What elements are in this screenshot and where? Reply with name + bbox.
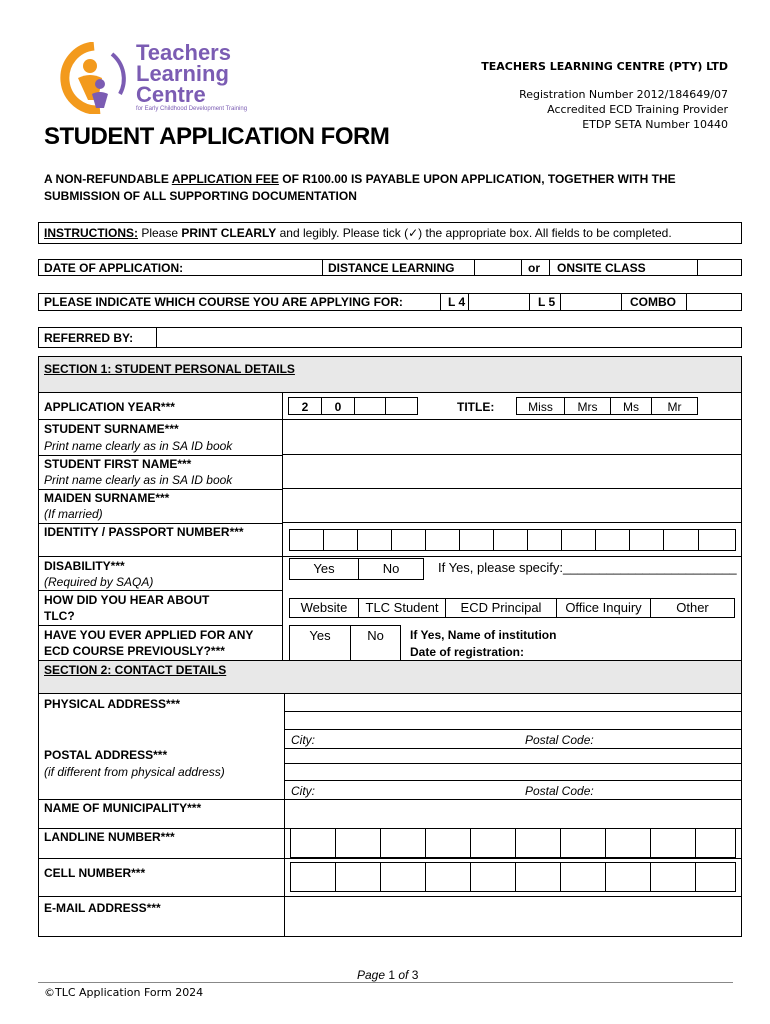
landline-cell[interactable] xyxy=(470,828,516,858)
municipality-label: NAME OF MUNICIPALITY*** xyxy=(44,801,202,815)
section-2-heading: SECTION 2: CONTACT DETAILS xyxy=(44,663,227,677)
id-cell[interactable] xyxy=(493,529,528,551)
logo-line-2: Learning xyxy=(136,61,229,86)
page-total: 3 xyxy=(411,968,419,982)
cell-number-cell[interactable] xyxy=(695,862,736,892)
landline-label: LANDLINE NUMBER*** xyxy=(44,830,175,844)
cell-number-cell[interactable] xyxy=(470,862,516,892)
cell-number-cell[interactable] xyxy=(425,862,471,892)
title-option-miss[interactable]: Miss xyxy=(516,397,565,415)
cell-number-cell[interactable] xyxy=(335,862,381,892)
physical-label: PHYSICAL ADDRESS*** xyxy=(44,697,181,711)
id-number-cells xyxy=(289,529,736,551)
section-1-heading: SECTION 1: STUDENT PERSONAL DETAILS xyxy=(44,362,295,376)
surname-input[interactable] xyxy=(282,419,742,455)
page-prefix: Page xyxy=(357,968,389,982)
page-of: of xyxy=(395,968,412,982)
id-cell[interactable] xyxy=(595,529,630,551)
title-option-mr[interactable]: Mr xyxy=(651,397,698,415)
firstname-input[interactable] xyxy=(282,454,742,489)
disability-no[interactable]: No xyxy=(358,558,424,580)
disability-label: DISABILITY*** xyxy=(44,559,125,573)
fee-notice-underlined: APPLICATION FEE xyxy=(171,172,279,186)
physical-postal-code-label: Postal Code: xyxy=(525,733,594,747)
disability-yes[interactable]: Yes xyxy=(289,558,359,580)
hear-option-ecd-principal[interactable]: ECD Principal xyxy=(445,598,557,618)
distance-checkbox[interactable] xyxy=(474,259,522,276)
landline-cell[interactable] xyxy=(650,828,696,858)
id-cell[interactable] xyxy=(698,529,736,551)
app-year-label: APPLICATION YEAR*** xyxy=(44,400,175,414)
referred-input[interactable] xyxy=(156,327,742,348)
landline-cell[interactable] xyxy=(695,828,736,858)
cell-number-cell[interactable] xyxy=(650,862,696,892)
id-label: IDENTITY / PASSPORT NUMBER*** xyxy=(44,525,244,539)
year-digit-4[interactable] xyxy=(385,397,418,415)
company-name: TEACHERS LEARNING CENTRE (PTY) LTD xyxy=(481,60,728,73)
logo-mark-icon xyxy=(54,42,132,114)
company-seta: ETDP SETA Number 10440 xyxy=(582,118,728,131)
surname-label: STUDENT SURNAME*** xyxy=(44,422,179,436)
applied-label-2: ECD COURSE PREVIOUSLY?*** xyxy=(44,644,225,658)
tick-icon: ✓ xyxy=(408,226,419,240)
logo-line-3: Centre xyxy=(136,82,206,107)
fee-notice-part2: OF R100.00 IS PAYABLE UPON APPLICATION, TOGETHER WITH THE xyxy=(278,172,676,186)
instructions-label: INSTRUCTIONS: xyxy=(44,226,138,240)
postal-city-label: City: xyxy=(291,784,315,798)
id-cell[interactable] xyxy=(629,529,664,551)
maiden-label: MAIDEN SURNAME*** xyxy=(44,491,170,505)
year-digit-3[interactable] xyxy=(354,397,386,415)
firstname-hint: Print name clearly as in SA ID book xyxy=(44,473,233,487)
cell-number-cell[interactable] xyxy=(290,862,336,892)
disability-specify[interactable]: If Yes, please specify:________________________ xyxy=(438,560,737,575)
landline-cell[interactable] xyxy=(605,828,651,858)
footer-rule xyxy=(38,982,733,983)
id-cell[interactable] xyxy=(357,529,392,551)
cell-label: CELL NUMBER*** xyxy=(44,866,146,880)
cell-number-cell[interactable] xyxy=(380,862,426,892)
id-cell[interactable] xyxy=(391,529,426,551)
id-cell[interactable] xyxy=(323,529,358,551)
company-accreditation: Accredited ECD Training Provider xyxy=(547,103,728,116)
landline-cell[interactable] xyxy=(560,828,606,858)
postal-input-line-2[interactable] xyxy=(285,764,741,781)
id-cell[interactable] xyxy=(663,529,699,551)
email-label: E-MAIL ADDRESS*** xyxy=(44,901,161,915)
postal-label: POSTAL ADDRESS*** xyxy=(44,748,168,762)
cell-number-cell[interactable] xyxy=(515,862,561,892)
applied-label-1: HAVE YOU EVER APPLIED FOR ANY xyxy=(44,628,254,642)
email-input[interactable] xyxy=(285,897,741,936)
id-cell[interactable] xyxy=(425,529,460,551)
distance-label: DISTANCE LEARNING xyxy=(328,261,455,275)
hear-option-tlc-student[interactable]: TLC Student xyxy=(358,598,446,618)
page-number xyxy=(357,968,418,982)
instructions-text2: and legibly. Please tick ( xyxy=(276,226,409,240)
logo xyxy=(54,42,254,114)
course-option-l5: L 5 xyxy=(538,295,556,309)
combo-checkbox[interactable] xyxy=(686,293,742,311)
page-num: 1 xyxy=(388,968,396,982)
instructions-text1: Please xyxy=(138,226,182,240)
hear-option-office-inquiry[interactable]: Office Inquiry xyxy=(556,598,651,618)
title-option-ms[interactable]: Ms xyxy=(610,397,652,415)
or-label: or xyxy=(528,261,540,275)
hear-option-other[interactable]: Other xyxy=(650,598,735,618)
onsite-label: ONSITE CLASS xyxy=(557,261,646,275)
municipality-input[interactable] xyxy=(285,800,741,828)
id-cell[interactable] xyxy=(459,529,494,551)
cell-number-cell[interactable] xyxy=(560,862,606,892)
disability-hint: (Required by SAQA) xyxy=(44,575,154,589)
l5-checkbox[interactable] xyxy=(560,293,622,311)
firstname-label: STUDENT FIRST NAME*** xyxy=(44,457,192,471)
physical-input-line-1[interactable] xyxy=(285,694,741,712)
applied-no[interactable]: No xyxy=(350,625,401,661)
id-cell[interactable] xyxy=(561,529,596,551)
fee-notice xyxy=(44,172,676,186)
cell-number-cell[interactable] xyxy=(605,862,651,892)
maiden-input[interactable] xyxy=(282,488,742,523)
maiden-hint: (If married) xyxy=(44,507,103,521)
id-cell[interactable] xyxy=(289,529,324,551)
instructions-text xyxy=(44,226,672,240)
year-digit-2[interactable]: 0 xyxy=(321,397,355,415)
postal-hint: (if different from physical address) xyxy=(44,765,225,779)
cell-number-cells xyxy=(290,862,736,892)
course-option-combo: COMBO xyxy=(630,295,676,309)
referred-label: REFERRED BY: xyxy=(44,331,134,345)
landline-cell[interactable] xyxy=(425,828,471,858)
hear-label-1: HOW DID YOU HEAR ABOUT xyxy=(44,593,210,607)
applied-yes[interactable]: Yes xyxy=(289,625,351,661)
institution-label: If Yes, Name of institution xyxy=(410,628,557,642)
instructions-bold: PRINT CLEARLY xyxy=(181,226,277,240)
id-cell[interactable] xyxy=(527,529,562,551)
landline-cells xyxy=(290,828,736,858)
hear-label-2: TLC? xyxy=(44,609,75,623)
hear-option-website[interactable]: Website xyxy=(289,598,359,618)
l4-checkbox[interactable] xyxy=(468,293,530,311)
title-option-mrs[interactable]: Mrs xyxy=(564,397,611,415)
onsite-checkbox[interactable] xyxy=(697,259,742,276)
physical-city-label: City: xyxy=(291,733,315,747)
registration-date-label: Date of registration: xyxy=(410,645,525,659)
page-title: STUDENT APPLICATION FORM xyxy=(44,123,390,150)
fee-notice-line2: SUBMISSION OF ALL SUPPORTING DOCUMENTATION xyxy=(44,189,357,203)
landline-cell[interactable] xyxy=(290,828,336,858)
company-registration: Registration Number 2012/184649/07 xyxy=(519,88,728,101)
postal-input-line-1[interactable] xyxy=(285,749,741,764)
physical-input-line-2[interactable] xyxy=(285,712,741,730)
landline-cell[interactable] xyxy=(335,828,381,858)
title-label: TITLE: xyxy=(457,400,495,414)
surname-hint: Print name clearly as in SA ID book xyxy=(44,439,233,453)
logo-line-1: Teachers xyxy=(136,40,231,65)
date-label: DATE OF APPLICATION: xyxy=(44,261,184,275)
course-option-l4: L 4 xyxy=(448,295,466,309)
postal-postal-code-label: Postal Code: xyxy=(525,784,594,798)
instructions-text3: ) the appropriate box. All fields to be completed. xyxy=(418,226,672,240)
logo-tagline: for Early Childhood Development Training xyxy=(136,106,248,112)
footer-copyright: ©TLC Application Form 2024 xyxy=(44,986,204,999)
landline-cell[interactable] xyxy=(515,828,561,858)
year-digit-1[interactable]: 2 xyxy=(288,397,322,415)
fee-notice-part1: A NON-REFUNDABLE xyxy=(44,172,172,186)
landline-cell[interactable] xyxy=(380,828,426,858)
course-label: PLEASE INDICATE WHICH COURSE YOU ARE APPLYING FOR: xyxy=(44,295,403,309)
